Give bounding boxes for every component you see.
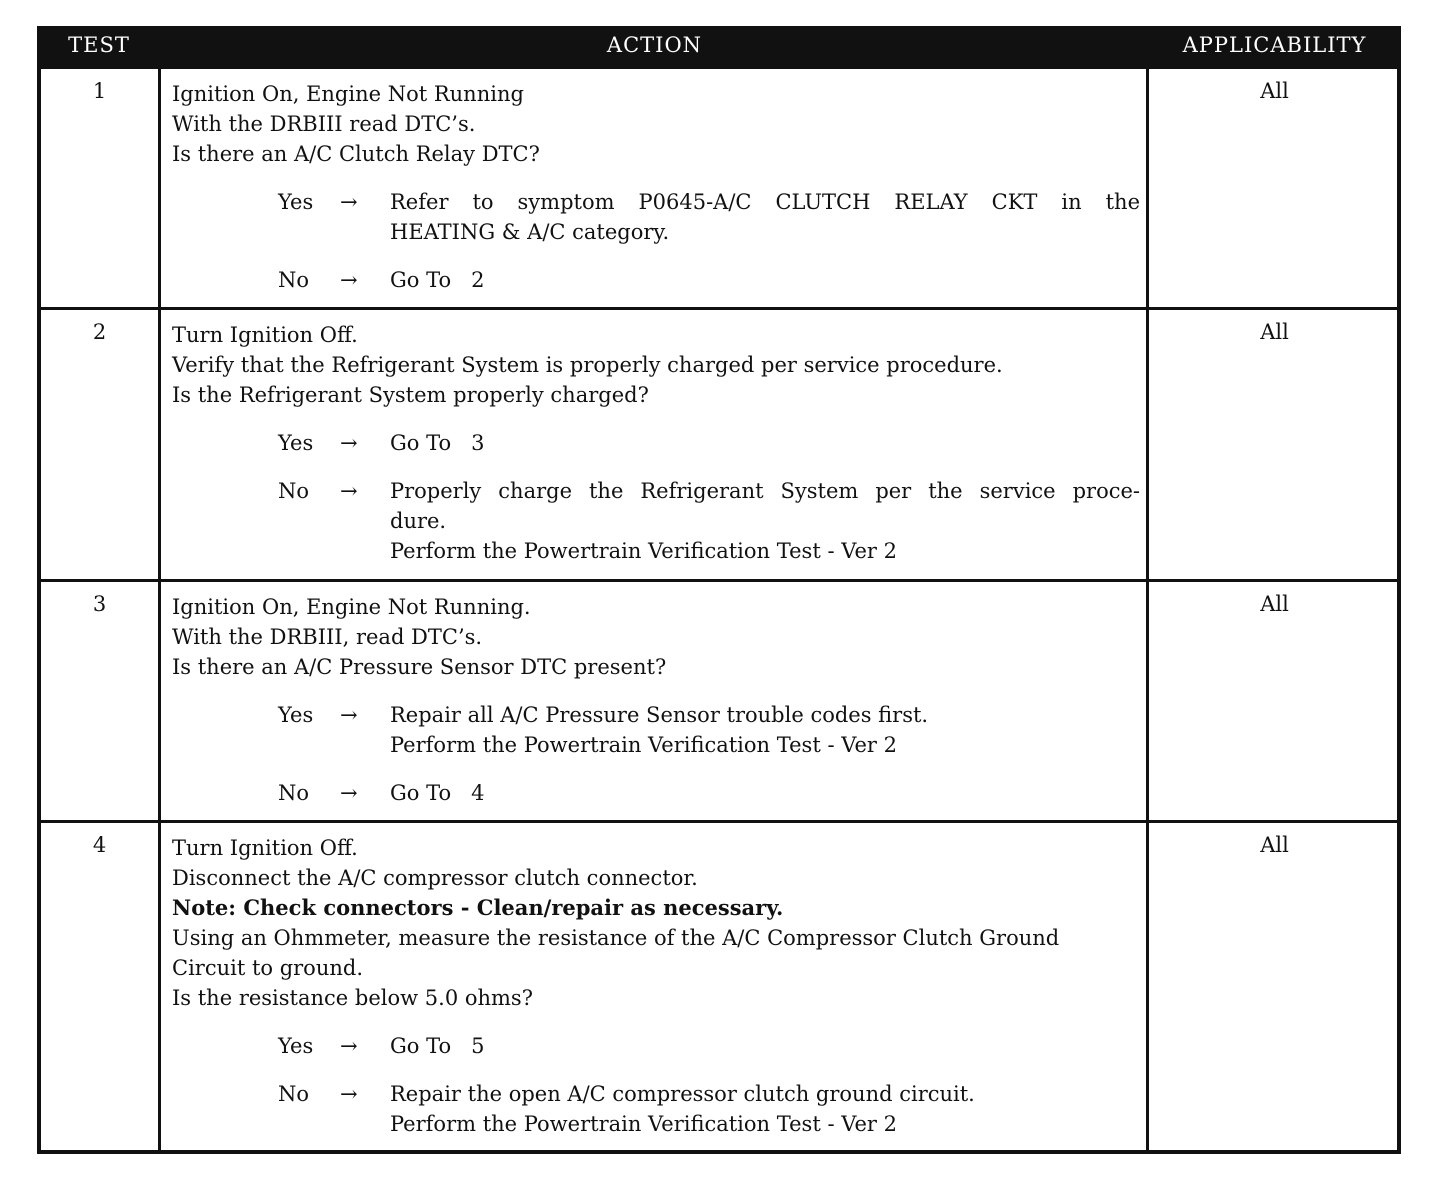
action-cell (164, 310, 1149, 579)
yes-result (390, 428, 1140, 458)
table-row (41, 66, 1397, 307)
header-applicability: APPLICABILITY (1182, 33, 1367, 57)
result-line: Go To 3 (390, 431, 485, 455)
header-test: TEST (68, 33, 130, 57)
yes-label: Yes (278, 1034, 314, 1058)
yes-result (390, 187, 1140, 247)
result-line: Go To 4 (390, 781, 485, 805)
result-line: Go To 5 (390, 1034, 485, 1058)
arrow-icon: → (340, 781, 358, 805)
diagnostic-table (37, 26, 1401, 1154)
result-line: Perform the Powertrain Verification Test - Ver 2 (390, 1112, 897, 1136)
yes-result (390, 1031, 1140, 1061)
arrow-icon: → (340, 1034, 358, 1058)
yes-result (390, 700, 1140, 760)
yes-answer (172, 428, 1140, 458)
result-line: Properly charge the Refrigerant System per the service proce- (390, 479, 1140, 503)
applicability-cell: All (1260, 592, 1289, 616)
action-line: Ignition On, Engine Not Running. (172, 595, 531, 619)
yes-label: Yes (278, 431, 314, 455)
action-cell (164, 823, 1149, 1150)
applicability-cell: All (1260, 79, 1289, 103)
no-label: No (278, 781, 310, 805)
action-line: With the DRBIII read DTC’s. (172, 112, 476, 136)
applicability-cell: All (1260, 833, 1289, 857)
arrow-icon: → (340, 268, 358, 292)
action-line: Circuit to ground. (172, 956, 363, 980)
result-line: Perform the Powertrain Verification Test - Ver 2 (390, 733, 897, 757)
no-result (390, 1079, 1140, 1139)
no-result (390, 778, 1140, 808)
no-answer (172, 265, 1140, 295)
no-result (390, 476, 1140, 566)
no-answer (172, 476, 1140, 566)
result-line: dure. (390, 509, 447, 533)
action-line: Is there an A/C Clutch Relay DTC? (172, 142, 540, 166)
test-number: 1 (41, 69, 161, 307)
action-cell (164, 69, 1149, 307)
yes-answer (172, 1031, 1140, 1061)
action-line: Disconnect the A/C compressor clutch connector. (172, 866, 698, 890)
action-line: Is the Refrigerant System properly charged? (172, 383, 649, 407)
note-line: Note: Check connectors - Clean/repair as necessary. (172, 895, 784, 920)
yes-label: Yes (278, 190, 314, 214)
result-line: HEATING & A/C category. (390, 220, 670, 244)
result-line: Perform the Powertrain Verification Test - Ver 2 (390, 539, 897, 563)
action-line: Is there an A/C Pressure Sensor DTC present? (172, 655, 667, 679)
result-line: Repair all A/C Pressure Sensor trouble codes first. (390, 703, 929, 727)
action-line: Turn Ignition Off. (172, 836, 358, 860)
action-cell (164, 582, 1149, 820)
no-answer (172, 778, 1140, 808)
action-line: Turn Ignition Off. (172, 323, 358, 347)
action-line: Is the resistance below 5.0 ohms? (172, 986, 533, 1010)
result-line: Refer to symptom P0645-A/C CLUTCH RELAY CKT in the (390, 190, 1140, 214)
no-label: No (278, 268, 310, 292)
no-answer (172, 1079, 1140, 1139)
result-line: Repair the open A/C compressor clutch ground circuit. (390, 1082, 975, 1106)
action-line: Using an Ohmmeter, measure the resistance of the A/C Compressor Clutch Ground (172, 926, 1060, 950)
test-number: 3 (41, 582, 161, 820)
table-header (37, 26, 1401, 66)
arrow-icon: → (340, 190, 358, 214)
yes-answer (172, 187, 1140, 247)
table-row (41, 820, 1397, 1150)
action-line: Ignition On, Engine Not Running (172, 82, 524, 106)
applicability-cell: All (1260, 320, 1289, 344)
yes-label: Yes (278, 703, 314, 727)
action-line: Verify that the Refrigerant System is properly charged per service procedure. (172, 353, 1003, 377)
no-result (390, 265, 1140, 295)
arrow-icon: → (340, 703, 358, 727)
arrow-icon: → (340, 1082, 358, 1106)
no-label: No (278, 1082, 310, 1106)
arrow-icon: → (340, 479, 358, 503)
table-row (41, 307, 1397, 579)
header-action: ACTION (606, 33, 703, 57)
test-number: 4 (41, 823, 161, 1150)
result-line: Go To 2 (390, 268, 485, 292)
test-number: 2 (41, 310, 161, 579)
yes-answer (172, 700, 1140, 760)
arrow-icon: → (340, 431, 358, 455)
action-line: With the DRBIII, read DTC’s. (172, 625, 483, 649)
table-row (41, 579, 1397, 820)
no-label: No (278, 479, 310, 503)
